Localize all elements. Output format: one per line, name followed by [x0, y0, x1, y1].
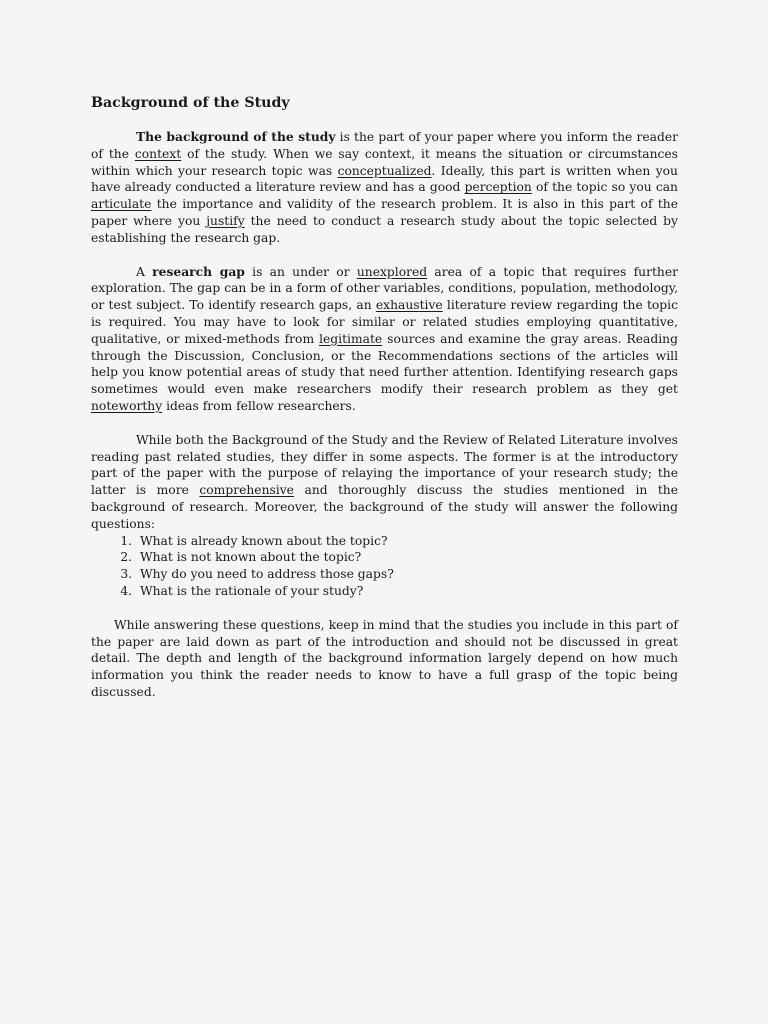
- text-run: is an under or: [244, 264, 357, 279]
- term-perception: perception: [464, 180, 532, 195]
- paragraph-research-gap: [91, 264, 678, 415]
- questions-list: [91, 533, 678, 600]
- text-run: and thoroughly discuss the studies mentioned in the background of research. Moreover, the background of the study will answer the following questions:: [91, 483, 678, 531]
- text-run: area of a topic that requires further exploration. The gap can be in a form of other variables, conditions, population, methodology, or test subject. To identify research gaps, an: [91, 264, 678, 313]
- term-noteworthy: noteworthy: [91, 398, 163, 413]
- term-conceptualized: conceptualized: [337, 163, 432, 178]
- text-run: is the part of your paper where you inform the reader of the: [91, 130, 678, 161]
- text-run: the need to conduct a research study about the topic selected by establishing the research gap.: [91, 213, 679, 245]
- paragraph-background-definition: [91, 129, 678, 247]
- document-title: Background of the Study: [91, 95, 290, 111]
- text-run: the importance and validity of the research problem. It is also in this part of the paper where you: [91, 197, 678, 228]
- term-justify: justify: [206, 213, 245, 228]
- paragraph-answering-questions: While answering these questions, keep in mind that the studies you include in this part of the paper are laid down as part of the introduction and should not be discussed in great detail. The depth and length of the background information largely depend on how much information you think the reader needs to know to have a full grasp of the topic being discussed.: [91, 617, 678, 699]
- term-research-gap: research gap: [152, 263, 245, 279]
- term-comprehensive: comprehensive: [199, 483, 294, 498]
- text-run: of the study. When we say context, it means the situation or circumstances within which your research topic was: [91, 146, 678, 178]
- list-item: 3. Why do you need to address those gaps?: [136, 566, 678, 583]
- term-articulate: articulate: [91, 197, 152, 212]
- text-run: sources and examine the gray areas. Reading through the Discussion, Conclusion, or the Recommendations sections of the articles will help you know potential areas of study that need further attention. Identifying research gaps sometimes would even make researchers modify their research problem as they get: [91, 331, 678, 397]
- term-exhaustive: exhaustive: [375, 298, 443, 313]
- paragraph-comparison: [91, 432, 678, 533]
- list-item: 4. What is the rationale of your study?: [136, 583, 678, 600]
- text-run: literature review regarding the topic is required. You may have to look for similar or related studies employing quantitative, qualitative, or mixed-methods from: [91, 298, 678, 346]
- text-run: While both the Background of the Study and the Review of Related Literature involves reading past related studies, they differ in some aspects. The former is at the introductory part of the paper with the purpose of relaying the importance of your research study; the latter is more: [91, 432, 678, 498]
- term-context: context: [134, 146, 182, 161]
- term-legitimate: legitimate: [319, 331, 383, 346]
- term-background-of-study: The background of the study: [136, 129, 336, 144]
- term-unexplored: unexplored: [356, 264, 428, 279]
- list-item: 2. What is not known about the topic?: [136, 549, 678, 566]
- text-run: . Ideally, this part is written when you have already conducted a literature review and has a good: [91, 163, 678, 195]
- text-run: A: [136, 264, 153, 279]
- text-run: of the topic so you can: [531, 180, 678, 195]
- list-item: 1. What is already known about the topic?: [136, 533, 678, 550]
- text-run: ideas from fellow researchers.: [162, 398, 356, 413]
